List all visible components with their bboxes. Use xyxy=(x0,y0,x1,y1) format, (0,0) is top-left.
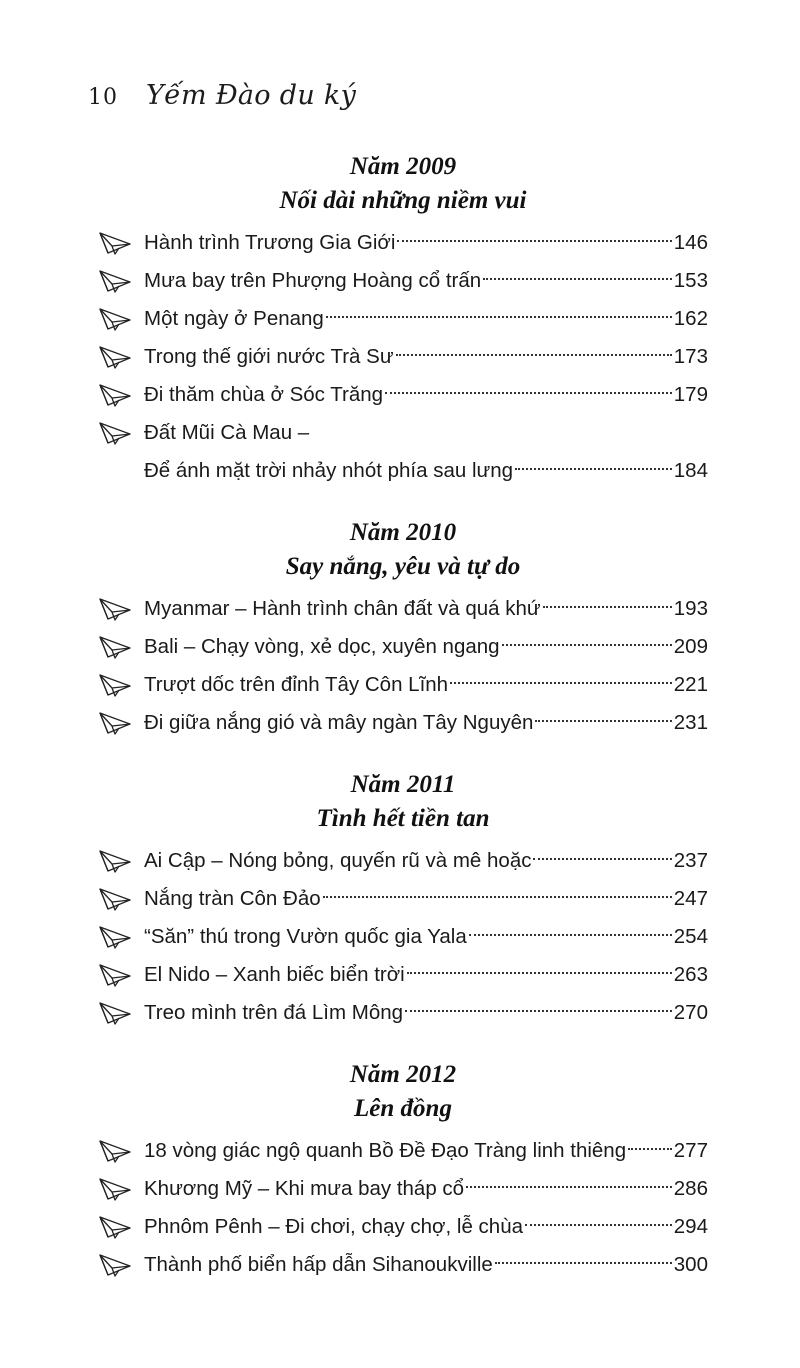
toc-entry[interactable] xyxy=(98,1246,708,1284)
toc-entry[interactable] xyxy=(98,300,708,338)
dot-leader xyxy=(397,240,671,242)
dot-leader xyxy=(515,468,672,470)
toc-entry[interactable] xyxy=(98,262,708,300)
toc-entry[interactable] xyxy=(98,918,708,956)
dot-leader xyxy=(385,392,672,394)
entry-title: Trong thế giới nước Trà Sư xyxy=(144,345,394,368)
dot-leader xyxy=(469,934,672,936)
table-of-contents xyxy=(98,150,708,1310)
paper-plane-icon xyxy=(98,918,144,956)
dot-leader xyxy=(502,644,672,646)
entry-title: Khương Mỹ – Khi mưa bay tháp cổ xyxy=(144,1177,465,1200)
book-title: Yếm Đào du ký xyxy=(146,80,357,111)
toc-entry[interactable] xyxy=(98,338,708,376)
entry-title: Phnôm Pênh – Đi chơi, chạy chợ, lễ chùa xyxy=(144,1215,523,1238)
section-year: Năm 2010 xyxy=(349,519,457,546)
entry-page-number: 300 xyxy=(673,1253,708,1276)
dot-leader xyxy=(466,1186,672,1188)
entry-page-number: 179 xyxy=(673,383,708,406)
entry-title: Ai Cập – Nóng bỏng, quyến rũ và mê hoặc xyxy=(144,849,532,872)
paper-plane-icon xyxy=(98,414,144,452)
dot-leader xyxy=(407,972,672,974)
entry-title: Nắng tràn Côn Đảo xyxy=(144,887,321,910)
dot-leader xyxy=(495,1262,672,1264)
toc-entry[interactable] xyxy=(98,666,708,704)
paper-plane-icon xyxy=(98,590,144,628)
entry-title-line1: Đất Mũi Cà Mau – xyxy=(144,421,310,444)
entry-page-number: 162 xyxy=(673,307,708,330)
paper-plane-icon xyxy=(98,376,144,414)
toc-entry[interactable] xyxy=(98,880,708,918)
paper-plane-icon xyxy=(98,262,144,300)
section-title: Tình hết tiền tan xyxy=(316,805,490,832)
paper-plane-icon xyxy=(98,1208,144,1246)
section-title: Lên đồng xyxy=(354,1095,452,1122)
dot-leader xyxy=(543,606,672,608)
paper-plane-icon xyxy=(98,994,144,1032)
entry-title: 18 vòng giác ngộ quanh Bồ Đề Đạo Tràng linh thiêng xyxy=(144,1139,627,1162)
toc-entry[interactable] xyxy=(98,376,708,414)
dot-leader xyxy=(450,682,672,684)
entry-page-number: 231 xyxy=(673,711,708,734)
paper-plane-icon xyxy=(98,224,144,262)
section-year: Năm 2012 xyxy=(349,1061,457,1088)
paper-plane-icon xyxy=(98,1170,144,1208)
paper-plane-icon xyxy=(98,338,144,376)
toc-section xyxy=(98,150,708,490)
section-title: Say nắng, yêu và tự do xyxy=(285,553,521,580)
entry-page-number: 221 xyxy=(673,673,708,696)
toc-entry[interactable] xyxy=(98,414,708,490)
toc-entry[interactable] xyxy=(98,1208,708,1246)
entry-page-number: 263 xyxy=(673,963,708,986)
entry-title: Bali – Chạy vòng, xẻ dọc, xuyên ngang xyxy=(144,635,500,658)
entry-page-number: 277 xyxy=(673,1139,708,1162)
toc-entry[interactable] xyxy=(98,590,708,628)
paper-plane-icon xyxy=(98,956,144,994)
entry-page-number: 294 xyxy=(673,1215,708,1238)
paper-plane-icon xyxy=(98,666,144,704)
dot-leader xyxy=(326,316,672,318)
dot-leader xyxy=(405,1010,672,1012)
entry-page-number: 254 xyxy=(673,925,708,948)
section-title: Nối dài những niềm vui xyxy=(279,187,527,214)
paper-plane-icon xyxy=(98,628,144,666)
dot-leader xyxy=(535,720,671,722)
toc-section xyxy=(98,1058,708,1284)
dot-leader xyxy=(396,354,672,356)
entry-title: “Săn” thú trong Vườn quốc gia Yala xyxy=(144,925,467,948)
running-head xyxy=(88,80,356,120)
entry-page-number: 184 xyxy=(673,459,708,482)
entry-page-number: 173 xyxy=(673,345,708,368)
paper-plane-icon xyxy=(98,704,144,742)
paper-plane-icon xyxy=(98,1246,144,1284)
entry-title: Myanmar – Hành trình chân đất và quá khứ xyxy=(144,597,541,620)
entry-page-number: 270 xyxy=(673,1001,708,1024)
toc-section xyxy=(98,516,708,742)
entry-page-number: 146 xyxy=(673,231,708,254)
entry-title: Trượt dốc trên đỉnh Tây Côn Lĩnh xyxy=(144,673,449,696)
dot-leader xyxy=(323,896,672,898)
entry-page-number: 153 xyxy=(673,269,708,292)
entry-page-number: 237 xyxy=(673,849,708,872)
entry-title: Mưa bay trên Phượng Hoàng cổ trấn xyxy=(144,269,482,292)
entry-page-number: 209 xyxy=(673,635,708,658)
entry-page-number: 193 xyxy=(673,597,708,620)
entry-title: Đi thăm chùa ở Sóc Trăng xyxy=(144,383,384,406)
toc-entry[interactable] xyxy=(98,842,708,880)
entry-page-number: 286 xyxy=(673,1177,708,1200)
toc-entry[interactable] xyxy=(98,1132,708,1170)
toc-section xyxy=(98,768,708,1032)
dot-leader xyxy=(483,278,672,280)
entry-page-number: 247 xyxy=(673,887,708,910)
entry-title: Thành phố biển hấp dẫn Sihanoukville xyxy=(144,1253,493,1276)
paper-plane-icon xyxy=(98,880,144,918)
toc-entry[interactable] xyxy=(98,1170,708,1208)
entry-title: El Nido – Xanh biếc biển trời xyxy=(144,963,405,986)
paper-plane-icon xyxy=(98,1132,144,1170)
entry-title: Đi giữa nắng gió và mây ngàn Tây Nguyên xyxy=(144,711,534,734)
section-year: Năm 2009 xyxy=(349,153,457,180)
toc-entry[interactable] xyxy=(98,704,708,742)
entry-title: Một ngày ở Penang xyxy=(144,307,324,330)
toc-entry[interactable] xyxy=(98,628,708,666)
paper-plane-icon xyxy=(98,842,144,880)
page-number: 10 xyxy=(88,85,118,110)
toc-entry[interactable] xyxy=(98,994,708,1032)
toc-entry[interactable] xyxy=(98,956,708,994)
dot-leader xyxy=(533,858,671,860)
entry-title: Hành trình Trương Gia Giới xyxy=(144,231,396,254)
paper-plane-icon xyxy=(98,300,144,338)
toc-entry[interactable] xyxy=(98,224,708,262)
dot-leader xyxy=(628,1148,672,1150)
entry-title: Treo mình trên đá Lìm Mông xyxy=(144,1001,404,1024)
section-year: Năm 2011 xyxy=(350,771,456,798)
dot-leader xyxy=(525,1224,672,1226)
entry-title: Để ánh mặt trời nhảy nhót phía sau lưng xyxy=(144,459,514,482)
